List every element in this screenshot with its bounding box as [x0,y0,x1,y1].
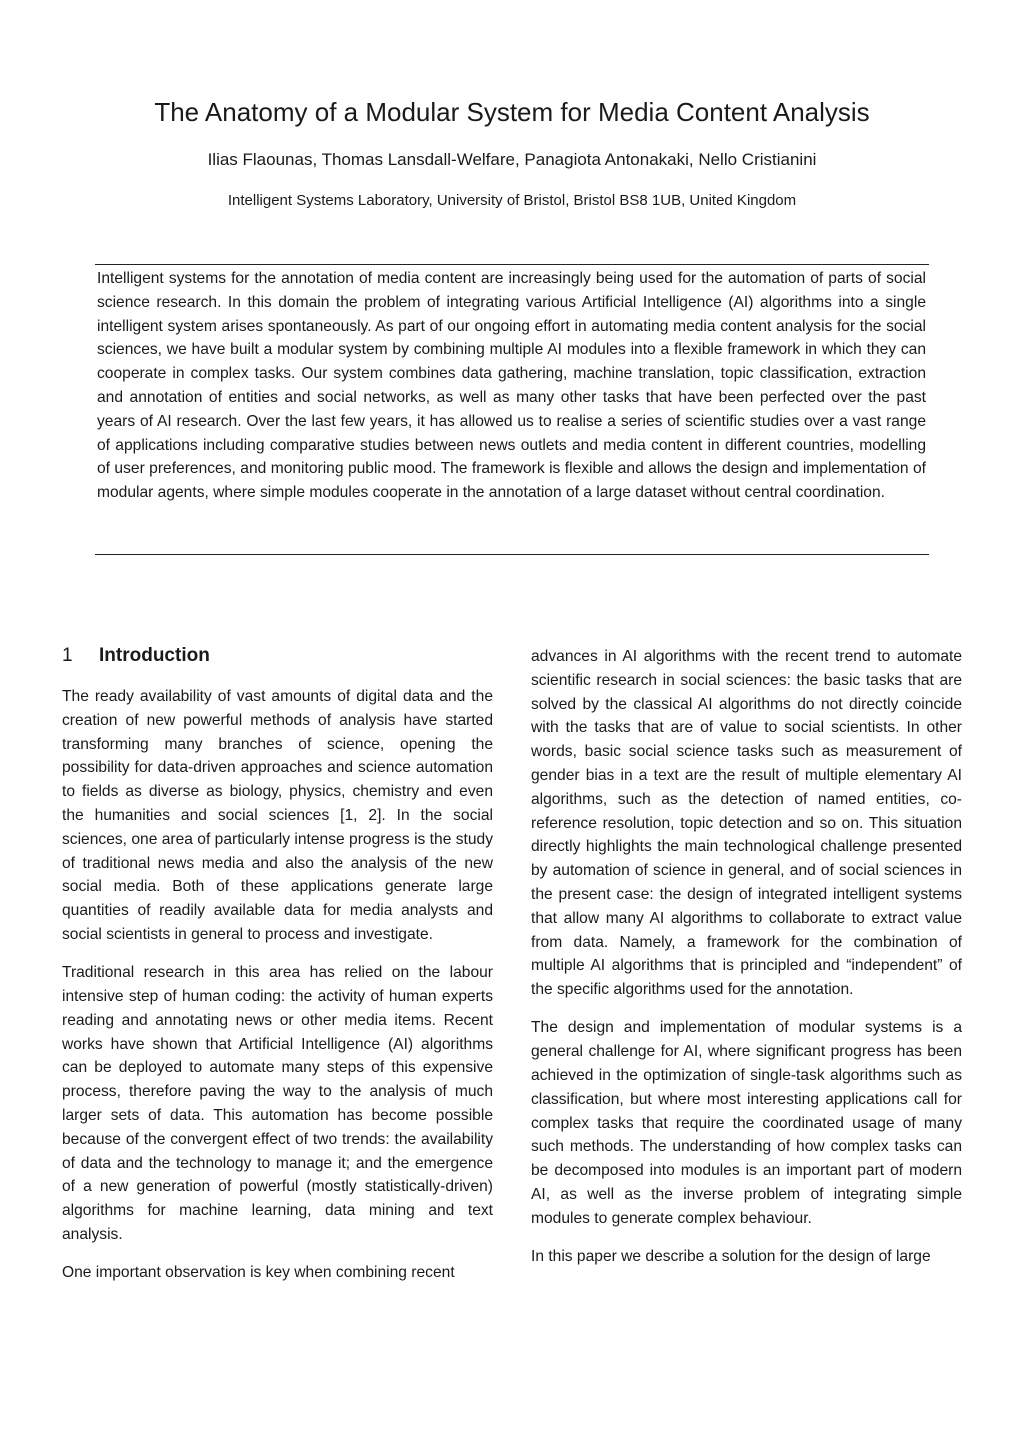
paper-title: The Anatomy of a Modular System for Media Content Analysis [154,97,870,127]
paragraph: In this paper we describe a solution for the design of large [531,1248,931,1266]
section-heading [62,645,493,667]
authors: Ilias Flaounas, Thomas Lansdall-Welfare, Panagiota Antonakaki, Nello Cristianini [207,150,817,169]
paragraph: advances in AI algorithms with the recent trend to automate scientific research in social sciences: the basic tasks that are solved by the classical AI algorithms do not directly coincide with the tasks that are of value to social scientists. In other words, basic social science tasks such as measurement of gender bias in a text are the result of multiple elementary AI algorithms, such as the detection of named entities, co-reference resolution, topic detection and so on. This situation directly highlights the main technological challenge presented by automation of science in general, and of social sciences in the present case: the design of integrated intelligent systems that allow many AI algorithms to collaborate to extract value from data. Namely, a framework for the combination of multiple AI algorithms that is principled and “independent” of the specific algorithms used for the annotation. [531,648,962,999]
paragraph: Traditional research in this area has relied on the labour intensive step of human coding: the activity of human experts reading and annotating news or other media items. Recent works have shown that Artificial Intelligence (AI) algorithms can be deployed to automate many steps of this expensive process, therefore paving the way to the analysis of much larger sets of data. This automation has become possible because of the convergent effect of two trends: the availability of data and the technology to manage it; and the emergence of a new generation of powerful (mostly statistically-driven) algorithms for machine learning, data mining and text analysis. [62,964,493,1244]
paragraph: The design and implementation of modular systems is a general challenge for AI, where significant progress has been achieved in the optimization of single-task algorithms such as classification, but where most interesting applications call for complex tasks that require the coordinated usage of many such methods. The understanding of how complex tasks can be decomposed into modules is an important part of modern AI, as well as the inverse problem of integrating simple modules to generate complex behaviour. [531,1019,962,1227]
affiliation: Intelligent Systems Laboratory, University of Bristol, Bristol BS8 1UB, United Kingdom [227,192,797,209]
section-number: 1 [62,645,73,666]
left-column [62,645,493,1300]
section-title: Introduction [99,645,210,666]
abstract-text: Intelligent systems for the annotation of media content are increasingly being used for the automation of parts of social science research. In this domain the problem of integrating various Artificial Intelligence (AI) algorithms into a single intelligent system arises spontaneously. As part of our ongoing effort in automating media content analysis for the social sciences, we have built a modular system by combining multiple AI modules into a flexible framework in which they can cooperate in complex tasks. Our system combines data gathering, machine translation, topic classification, extraction and annotation of entities and social networks, as well as many other tasks that have been perfected over the past years of AI research. Over the last few years, it has allowed us to realise a series of scientific studies over a vast range of applications including comparative studies between news outlets and media content in different countries, modelling of user preferences, and monitoring public mood. The framework is flexible and allows the design and implementation of modular agents, where simple modules cooperate in the annotation of a large dataset without central coordination. [97,270,926,502]
right-column [531,645,962,1283]
abstract-box [95,264,929,555]
paragraph: The ready availability of vast amounts of digital data and the creation of new powerful methods of analysis have started transforming many branches of science, opening the possibility for data-driven approaches and science automation to fields as diverse as biology, physics, chemistry and even the humanities and social sciences [1, 2]. In the social sciences, one area of particularly intense progress is the study of traditional news media and also the analysis of the new social media. Both of these applications generate large quantities of readily available data for media analysts and social scientists in general to process and investigate. [62,688,493,943]
paragraph: One important observation is key when combining recent [62,1264,455,1282]
